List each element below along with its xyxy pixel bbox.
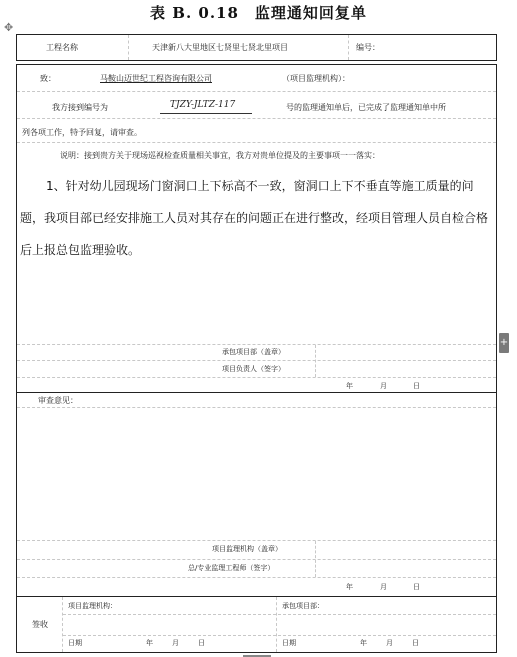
header-left-border bbox=[16, 34, 17, 61]
receipt-left-border bbox=[16, 596, 17, 653]
form-title: 表 B. 0.18 监理通知回复单 bbox=[150, 4, 367, 22]
receipt-right-org-label: 承包项目部： bbox=[282, 602, 324, 610]
contractor-year: 年 bbox=[346, 382, 353, 390]
row-divider bbox=[63, 635, 496, 636]
review-engineer-label: 总/专业监理工程师（签字） bbox=[188, 564, 275, 572]
header-divider-2 bbox=[348, 35, 349, 60]
review-label: 审查意见： bbox=[38, 396, 78, 405]
receipt-left-year: 年 bbox=[146, 639, 153, 647]
expand-panel-icon[interactable]: + bbox=[499, 333, 509, 353]
main-top-border bbox=[16, 64, 497, 65]
explain-text: 说明：接到贵方关于现场巡视检查质量相关事宜，我方对贵单位提及的主要事项一一落实： bbox=[60, 151, 380, 160]
contractor-day: 日 bbox=[413, 382, 420, 390]
row-divider bbox=[17, 540, 496, 541]
receipt-right-border bbox=[496, 596, 497, 653]
review-year: 年 bbox=[346, 583, 353, 591]
main-left-border bbox=[16, 64, 17, 597]
row-divider bbox=[17, 377, 496, 378]
row-divider bbox=[17, 118, 496, 119]
receipt-right-month: 月 bbox=[386, 639, 393, 647]
row-divider bbox=[17, 142, 496, 143]
reply-body: 1、针对幼儿园现场门窗洞口上下标高不一致，窗洞口上下不垂直等施工质量的问题，我项目部已经安排施工人员对其存在的问题正在进行整改，经项目管理人员自检合格后上报总包监理验收。 bbox=[20, 179, 489, 257]
notice-suffix: 号的监理通知单后，已完成了监理通知单中所 bbox=[286, 103, 446, 112]
row-divider bbox=[17, 91, 496, 92]
header-divider-1 bbox=[128, 35, 129, 60]
review-org-label: 项目监理机构（盖章） bbox=[212, 545, 282, 553]
header-top-border bbox=[16, 34, 497, 35]
contractor-manager-label: 项目负责人（签字） bbox=[222, 365, 285, 373]
receipt-top-border bbox=[16, 596, 497, 597]
receipt-bottom-border bbox=[16, 652, 497, 653]
receipt-right-day: 日 bbox=[412, 639, 419, 647]
receipt-divider-2 bbox=[276, 597, 277, 652]
recipient-suffix: （项目监理机构）： bbox=[282, 74, 350, 83]
notice-line-2: 列各项工作，特予回复，请审查。 bbox=[22, 128, 142, 137]
review-month: 月 bbox=[380, 583, 387, 591]
review-top-border bbox=[16, 392, 497, 393]
header-right-border bbox=[496, 34, 497, 61]
receipt-right-date-label: 日期 bbox=[282, 639, 296, 647]
notice-number: TJZY-JLTZ-117 bbox=[170, 100, 236, 110]
number-label: 编号： bbox=[356, 43, 380, 52]
contractor-month: 月 bbox=[380, 382, 387, 390]
main-right-border bbox=[496, 64, 497, 597]
header-bottom-border bbox=[16, 60, 497, 61]
row-divider bbox=[17, 344, 496, 345]
receipt-left-org-label: 项目监理机构： bbox=[68, 602, 117, 610]
project-name-value: 天津新八大里地区七贤里七贤北里项目 bbox=[152, 43, 288, 52]
project-name-label: 工程名称 bbox=[46, 43, 78, 52]
row-divider bbox=[17, 407, 496, 408]
notice-number-underline bbox=[160, 113, 252, 114]
review-day: 日 bbox=[413, 583, 420, 591]
table-move-handle-icon[interactable]: ✥ bbox=[4, 21, 14, 34]
row-divider bbox=[17, 360, 496, 361]
row-divider bbox=[17, 577, 496, 578]
receipt-divider-1 bbox=[62, 597, 63, 652]
row-divider bbox=[63, 614, 496, 615]
contractor-dept-label: 承包项目部（盖章） bbox=[222, 348, 285, 356]
receipt-label: 签收 bbox=[32, 620, 48, 629]
receipt-left-day: 日 bbox=[198, 639, 205, 647]
to-label: 致： bbox=[40, 74, 56, 83]
notice-prefix: 我方接到编号为 bbox=[52, 103, 108, 112]
receipt-left-month: 月 bbox=[172, 639, 179, 647]
recipient-name: 马鞍山迈世纪工程咨询有限公司 bbox=[100, 74, 212, 83]
sign-divider bbox=[315, 345, 316, 377]
receipt-left-date-label: 日期 bbox=[68, 639, 82, 647]
row-divider bbox=[17, 559, 496, 560]
receipt-right-year: 年 bbox=[360, 639, 367, 647]
